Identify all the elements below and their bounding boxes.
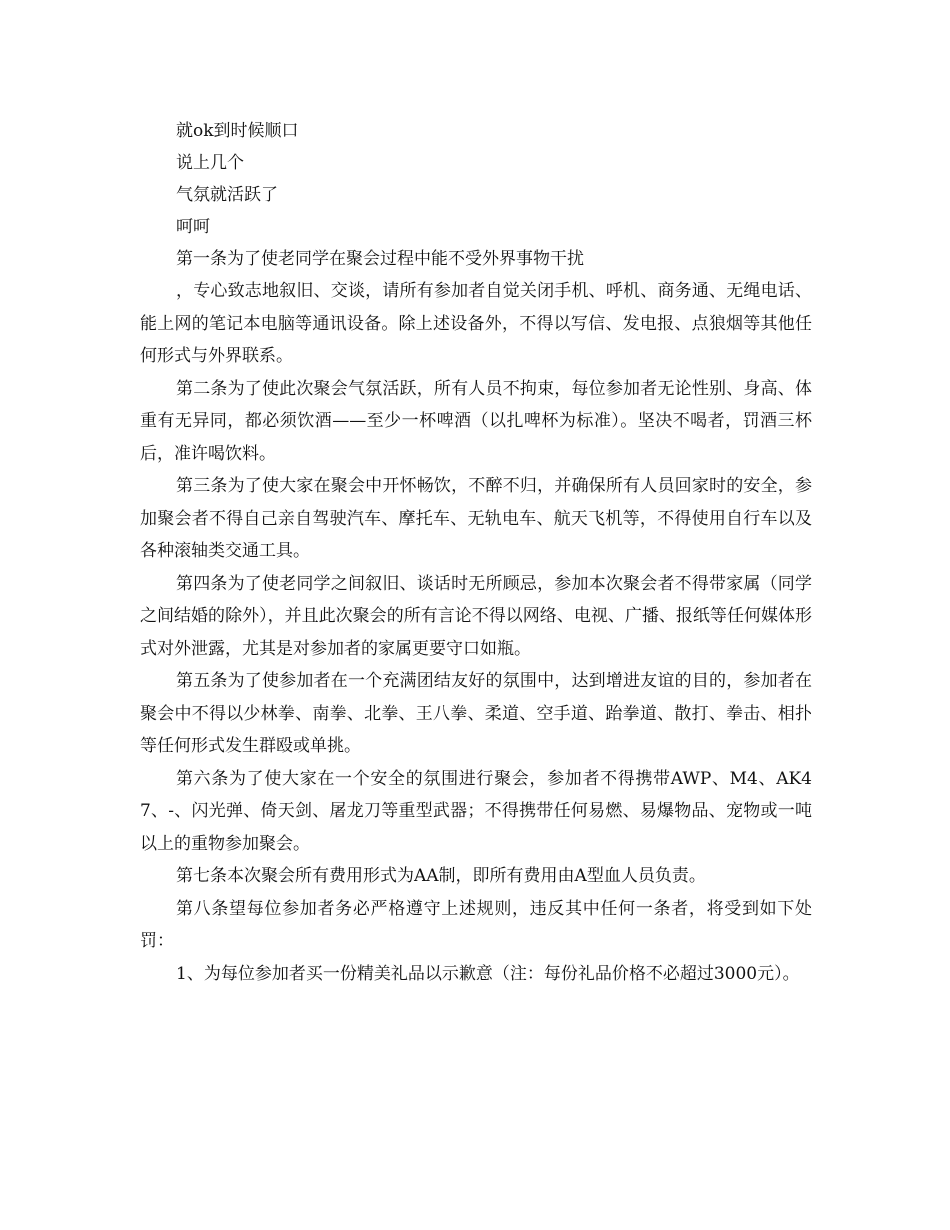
article-6: 第六条为了使大家在一个安全的氛围进行聚会，参加者不得携带AWP、M4、AK47、-、闪光弹、倚天剑、屠龙刀等重型武器；不得携带任何易燃、易爆物品、宠物或一吨以上的重物参加聚会。 xyxy=(140,768,812,854)
article-8: 第八条望每位参加者务必严格遵守上述规则，违反其中任何一条者，将受到如下处罚： xyxy=(140,898,812,951)
intro-line: 呵呵 xyxy=(176,217,210,237)
article-5: 第五条为了使参加者在一个充满团结友好的氛围中，达到增进友谊的目的，参加者在聚会中不得以少林拳、南拳、北拳、王八拳、柔道、空手道、跆拳道、散打、拳击、相扑等任何形式发生群殴或单挑。 xyxy=(140,671,812,756)
article-4: 第四条为了使老同学之间叙旧、谈话时无所顾忌，参加本次聚会者不得带家属（同学之间结婚的除外），并且此次聚会的所有言论不得以网络、电视、广播、报纸等任何媒体形式对外泄露，尤其是对参加者的家属更要守口如瓶。 xyxy=(140,573,812,659)
article-1-heading: 第一条为了使老同学在聚会过程中能不受外界事物干扰 xyxy=(176,249,584,269)
intro-line: 就ok到时候顺口 xyxy=(176,121,299,141)
article-2: 第二条为了使此次聚会气氛活跃，所有人员不拘束，每位参加者无论性别、身高、体重有无异同，都必须饮酒——至少一杯啤酒（以扎啤杯为标准）。坚决不喝者，罚酒三杯后，准许喝饮料。 xyxy=(140,378,812,464)
article-7: 第七条本次聚会所有费用形式为AA制，即所有费用由A型血人员负责。 xyxy=(176,866,706,886)
article-1-body: ，专心致志地叙旧、交谈，请所有参加者自觉关闭手机、呼机、商务通、无绳电话、能上网的笔记本电脑等通讯设备。除上述设备外，不得以写信、发电报、点狼烟等其他任何形式与外界联系。 xyxy=(140,281,812,366)
article-3: 第三条为了使大家在聚会中开怀畅饮，不醉不归，并确保所有人员回家时的安全，参加聚会者不得自己亲自驾驶汽车、摩托车、无轨电车、航天飞机等，不得使用自行车以及各种滚轴类交通工具。 xyxy=(140,476,812,561)
intro-line: 说上几个 xyxy=(176,153,244,173)
penalty-item-1: 1、为每位参加者买一份精美礼品以示歉意（注：每份礼品价格不必超过3000元）。 xyxy=(176,963,800,984)
document-page xyxy=(140,115,812,990)
intro-line: 气氛就活跃了 xyxy=(176,185,278,205)
